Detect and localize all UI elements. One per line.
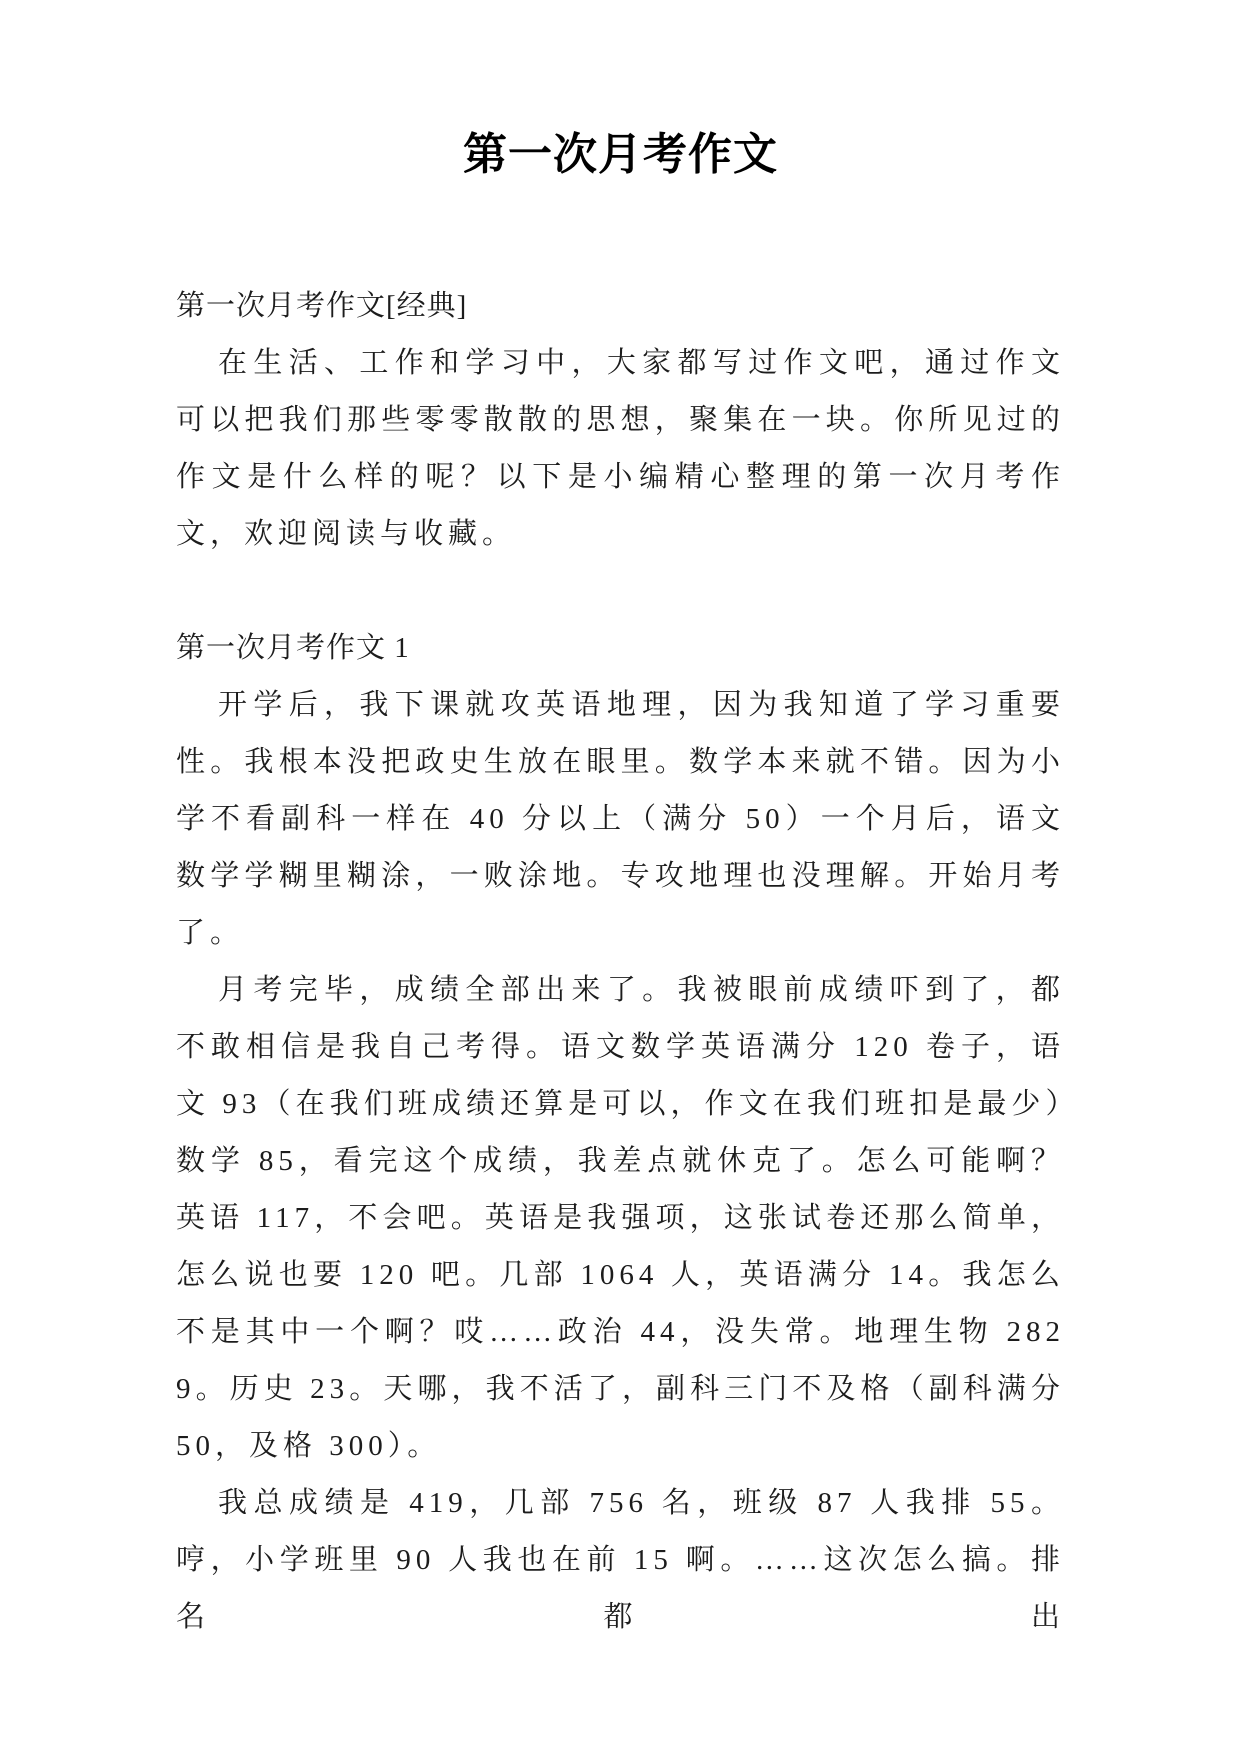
- section-label: 第一次月考作文 1: [176, 632, 410, 664]
- body-paragraph: 月考完毕，成绩全部出来了。我被眼前成绩吓到了，都不敢相信是我自己考得。语文数学英语满分 120 卷子，语文 93（在我们班成绩还算是可以，作文在我们班扣是最少）数学 85，看完这个成绩，我差点就休克了。怎么可能啊？英语 117，不会吧。英语是我强项，这张试卷还那么简单，怎么说也要 120 吧。几部 1064 人，英语满分 14。我怎么不是其中一个啊？哎……政治 44，没失常。地理生物 2829。历史 23。天哪，我不活了，副科三门不及格（副科满分 50，及格 300）。: [176, 974, 1065, 1462]
- document-body: [176, 278, 1065, 1646]
- document-title: 第一次月考作文: [463, 130, 778, 179]
- blank-line: [176, 563, 1065, 620]
- body-paragraph: 我总成绩是 419，几部 756 名，班级 87 人我排 55。哼，小学班里 90 人我也在前 15 啊。……这次怎么搞。排名都出: [176, 1487, 1065, 1633]
- section-label: 第一次月考作文[经典]: [176, 290, 468, 322]
- body-paragraph: 开学后，我下课就攻英语地理，因为我知道了学习重要性。我根本没把政史生放在眼里。数学本来就不错。因为小学不看副科一样在 40 分以上（满分 50）一个月后，语文数学学糊里糊涂，一败涂地。专攻地理也没理解。开始月考了。: [176, 689, 1065, 949]
- body-paragraph: 在生活、工作和学习中，大家都写过作文吧，通过作文可以把我们那些零零散散的思想，聚集在一块。你所见过的作文是什么样的呢？以下是小编精心整理的第一次月考作文，欢迎阅读与收藏。: [176, 347, 1065, 550]
